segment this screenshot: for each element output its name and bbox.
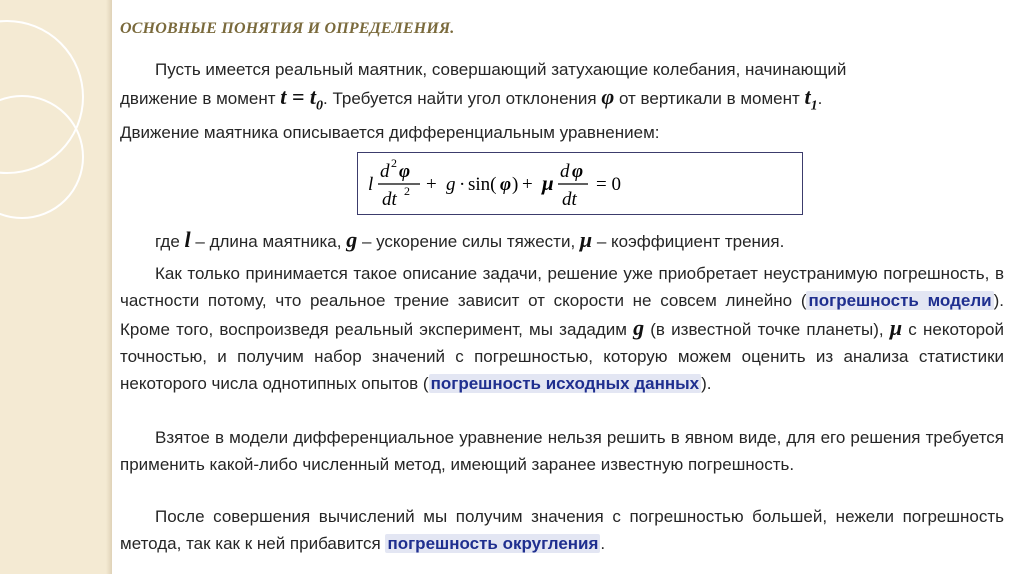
t1-variable: $t_1$ <box>804 84 818 114</box>
t0-variable: $t = t_0$ <box>280 84 324 114</box>
formula-phi-3: φ <box>572 161 584 182</box>
formula-dt2: dt <box>382 189 397 210</box>
formula-phi-2: φ <box>500 174 512 195</box>
g-variable: g <box>346 227 358 252</box>
formula-plus-1: + <box>426 174 437 195</box>
l-variable: l <box>184 227 191 252</box>
intro-paragraph <box>120 56 1004 146</box>
intro-line-3: Движение маятника описывается дифференциальным уравнением: <box>120 123 660 143</box>
formula-l: l <box>368 174 374 195</box>
mu-variable: μ <box>579 227 593 252</box>
formula-mu: μ <box>542 171 554 195</box>
intro-text: движение в момент <box>120 89 281 108</box>
slide-title: ОСНОВНЫЕ ПОНЯТИЯ И ОПРЕДЕЛЕНИЯ. <box>120 20 455 37</box>
phi-variable: φ <box>601 84 615 109</box>
formula-sup-2: 2 <box>404 184 410 198</box>
formula-d: d <box>560 161 570 182</box>
mu-variable-2: μ <box>889 315 903 340</box>
differential-equation-formula <box>357 152 803 215</box>
formula-plus-2: + <box>522 174 533 195</box>
formula-sin: sin( <box>468 174 497 195</box>
errors-paragraph: Как только принимается такое описание задачи, решение уже приобретает неустранимую погрешность, в частности потому, что реальное трение зависит от скорости не совсем линейно ( погрешность модели ). Кроме того, воспроизведя реальный эксперимент, мы зададим g (в известной точке планеты), μ с некоторой точностью, и получим набор значений с погрешностью, которую можем оценить из анализа статистики некоторого числа однотипных опытов ( погрешность исходных данных ). <box>120 264 1004 393</box>
formula-dt: dt <box>562 189 577 210</box>
intro-line-1: Пусть имеется реальный маятник, совершающий затухающие колебания, начинающий <box>155 60 847 79</box>
term-model-error: погрешность модели <box>808 291 992 310</box>
formula-eq: = 0 <box>596 174 621 195</box>
rounding-paragraph: После совершения вычислений мы получим значения с погрешностью большей, нежели погрешность метода, так как к ней прибавится погрешность округления . <box>120 507 1004 553</box>
intro-text: от вертикали в момент <box>614 89 805 108</box>
intro-text: . <box>817 89 823 108</box>
where-line: где l – длина маятника, g – ускорение силы тяжести, μ – коэффициент трения. <box>155 227 785 252</box>
formula-close: ) <box>512 174 519 195</box>
formula-d2: d <box>380 161 390 182</box>
decorative-sidebar <box>0 0 112 574</box>
formula-g: g <box>446 174 456 195</box>
g-variable-2: g <box>633 315 645 340</box>
intro-text: . Требуется найти угол отклонения <box>323 89 602 108</box>
method-paragraph: Взятое в модели дифференциальное уравнение нельзя решить в явном виде, для его решения требуется применить какой-либо численный метод, имеющий заранее известную погрешность. <box>120 428 1004 474</box>
formula-phi-1: φ <box>399 161 411 182</box>
slide-content <box>120 0 1004 574</box>
term-rounding-error: погрешность округления <box>387 534 599 553</box>
formula-dot: · <box>459 174 466 195</box>
formula-sup: 2 <box>391 156 397 170</box>
term-input-data-error: погрешность исходных данных <box>430 374 700 393</box>
